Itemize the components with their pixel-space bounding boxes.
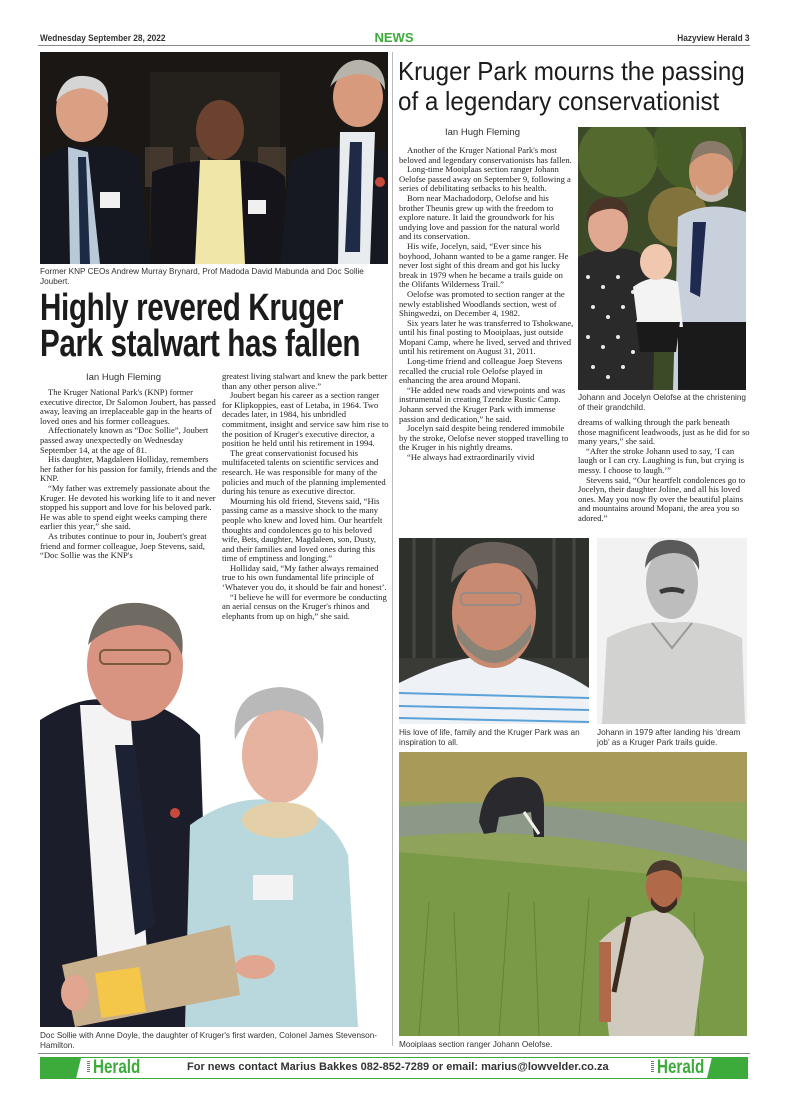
footer-rule [38, 1053, 750, 1054]
issue-date: Wednesday September 28, 2022 [40, 33, 166, 43]
right-headline-line1: Kruger Park mourns the passing [398, 56, 745, 86]
paragraph: Affectionately known as “Doc Sollie”, Joubert passed away unexpectedly on Wednesday September 14, at the age of 81. [40, 425, 209, 455]
paragraph: Joubert began his career as a section ranger for Klipkoppies, east of Letaba, in 1964. Two decades later, in 1984, his unbridled commitment, insight and service saw him rise to the position of Kruger's executive director, a position he held until his retirement in 1994. [222, 390, 389, 449]
paragraph: dreams of walking through the park beneath those magnificent leadwoods, just as he did for so many years,” she said. [578, 417, 750, 447]
paragraph: Stevens said, “Our heartfelt condolences go to Jocelyn, their daughter Joline, and all his loved ones. May you now fly over the beautiful plains and mountains around Mopani, the area you so adored.” [578, 474, 746, 523]
three-men-photo [40, 52, 388, 264]
logo-mark-icon [87, 1061, 90, 1075]
paragraph: Six years later he was transferred to Tshokwane, until his final posting to Mooiplaas, just outside Mopani Camp, where he lived, served and thrived until his retirement on August 31, 2011. [399, 317, 574, 357]
paragraph: “He always had extraordinarily vivid [407, 452, 535, 462]
right-byline: Ian Hugh Fleming [445, 127, 520, 138]
paragraph: The great conservationist focused his multifaceted talents on scientific services and research. He was responsible for many of the policies and much of the planning implemented during his tenure as executive director. [222, 447, 386, 497]
sollie-and-anne-photo [40, 595, 360, 1027]
paragraph: Holliday said, “My father always remained true to his own fundamental life principle of ‘Whatever you do, it should be fair and honest’. [222, 562, 387, 593]
column-divider [392, 52, 393, 1046]
footer-accent-right [707, 1058, 747, 1078]
right-headline [398, 56, 761, 116]
elephant-photo-caption: Mooiplaas section ranger Johann Oelofse. [399, 1040, 553, 1049]
section-label: NEWS [374, 30, 414, 45]
left-headline [40, 287, 391, 365]
family-christening-photo [578, 127, 746, 390]
left-article-column-1 [40, 388, 220, 561]
oelofse-portrait-photo [399, 538, 589, 724]
right-article-column-2 [578, 418, 750, 524]
herald-logo-right: Herald [657, 1057, 705, 1078]
paragraph: Long-time Mooiplaas section ranger Johann Oelofse passed away on September 9, following a series of debilitating setbacks to his health. [399, 164, 571, 194]
ranger-elephant-photo [399, 752, 747, 1036]
page-number: Hazyview Herald 3 [677, 33, 750, 43]
paragraph: “My father was extremely passionate about the Kruger. He devoted his working life to it and never stopped his support and love for his beloved park. He was able to spend eight weeks camping there earlier this year,” she said. [40, 482, 216, 532]
paragraph: Mourning his old friend, Stevens said, “His passing came as a massive shock to the many people who knew and loved him. Our heartfelt thoughts and condolences go to his beloved wife, Bets, daughter, Magdaleen, son, Dusty, and their families and loved ones during this time of emptiness and longing.” [222, 495, 383, 564]
paragraph: Born near Machadodorp, Oelofse and his brother Theunis grew up with the freedom to explore nature. It laid the groundwork for his undying love and passion for the natural world and its conservation. [399, 192, 560, 242]
herald-logo-left: Herald [93, 1057, 141, 1078]
logo-mark-icon [651, 1061, 654, 1075]
footer-accent-left [41, 1058, 81, 1078]
footer-contact: For news contact Marius Bakkes 082-852-7289 or email: marius@lowvelder.co.za [187, 1061, 609, 1073]
paragraph: His daughter, Magdaleen Holliday, remembers her father for his passion for family, friends and the KNP. [40, 454, 217, 484]
footer-banner [40, 1057, 748, 1079]
paragraph: As tributes continue to pour in, Joubert's great friend and former colleague, Joep Stevens, said, “Doc Sollie was the KNP's [40, 530, 207, 561]
bottom-photo-caption: Doc Sollie with Anne Doyle, the daughter of Kruger's first warden, Colonel James Stevenson-Hamilton. [40, 1031, 377, 1050]
paragraph: His wife, Jocelyn, said, “Ever since his boyhood, Johann wanted to be a game ranger. He never lost sight of this dream and got his lucky break in 1979 when he became a trails guide on the Olifants Wilderness Trail.” [399, 240, 569, 290]
portrait-photo-caption: His love of life, family and the Kruger Park was an inspiration to all. [399, 728, 580, 747]
paragraph: “I believe he will for evermore be conducting an aerial census on the Kruger's rhinos and elephants from up on high,” she said. [222, 591, 387, 621]
left-headline-line1: Highly revered Kruger [40, 287, 344, 329]
paragraph: Oelofse was promoted to section ranger at the newly established Woodlands section, west of Shingwedzi, on December 4, 1982. [399, 288, 565, 319]
right-headline-line2: of a legendary conservationist [398, 86, 720, 116]
paragraph: greatest living stalwart and knew the park better than any other person alive.” [222, 371, 388, 391]
ranger-1979-photo [597, 538, 747, 724]
left-article-column-2 [222, 372, 390, 621]
left-headline-line2: Park stalwart has fallen [40, 323, 361, 365]
paragraph: Another of the Kruger National Park's most beloved and legendary conservationists has fallen. [399, 145, 572, 165]
paragraph: “After the stroke Johann used to say, ‘I can laugh or I can cry. Laughing is fun, but crying is messy. I choose to laugh.’” [578, 445, 745, 475]
right-article-column-1 [399, 146, 574, 463]
paragraph: “He added new roads and viewpoints and was instrumental in creating Tzendze Rustic Camp. Johann served the Kruger Park with immense passion and dedication,” he said. [399, 384, 566, 424]
paragraph: Long-time friend and colleague Joep Stevens recalled the crucial role Oelofse played in enhancing the area around Mopani. [399, 356, 563, 386]
paragraph: The Kruger National Park's (KNP) former executive director, Dr Salomon Joubert, has passed away, leaving an irreplaceable gap in the hearts of loved ones and his former colleagues. [40, 387, 216, 426]
family-photo-caption: Johann and Jocelyn Oelofse at the christening of their grandchild. [578, 393, 746, 412]
top-photo-caption: Former KNP CEOs Andrew Murray Brynard, Prof Madoda David Mabunda and Doc Sollie Joubert. [40, 267, 364, 286]
left-byline: Ian Hugh Fleming [86, 372, 161, 383]
masthead [38, 30, 750, 46]
paragraph: Jocelyn said despite being rendered immobile by the stroke, Oelofse never stopped travelling to the Kruger in his nightly dreams. [399, 423, 569, 453]
bw-photo-caption: Johann in 1979 after landing his ‘dream job’ as a Kruger Park trails guide. [597, 728, 741, 747]
